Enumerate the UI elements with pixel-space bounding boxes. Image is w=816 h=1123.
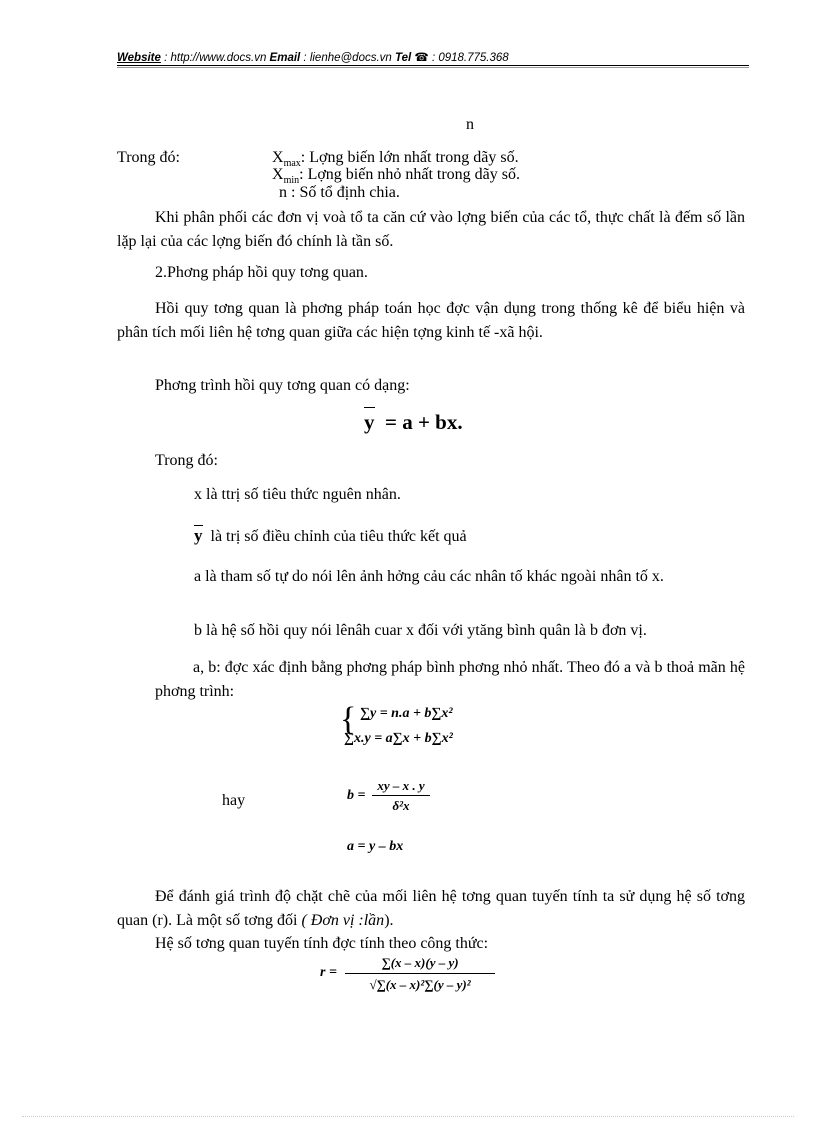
def-xmin: $X_{min}$: Lợng biến nhỏ nhất trong dãy số.	[272, 166, 520, 187]
def-y: y là trị số điều chỉnh của tiêu thức kết quả	[194, 526, 467, 545]
b-formula-lhs: b =	[347, 788, 366, 803]
b-numerator: xy – x . y	[372, 778, 430, 796]
website-url[interactable]: : http://www.docs.vn	[160, 52, 270, 64]
section-heading: 2.Phơng pháp hồi quy tơng quan.	[155, 264, 368, 281]
header-divider-secondary	[117, 67, 749, 68]
a-formula: a = y – bx	[347, 839, 404, 854]
r-numerator: ∑(x – x)(y – y)	[345, 955, 495, 974]
trong-do-label-2: Trong đó:	[155, 452, 218, 469]
paragraph-correlation: Để đánh giá trình độ chặt chẽ của mối liên hệ tơng quan tuyến tính ta sử dụng hệ số tơng quan (r). Là một số tơng đối ( Đơn vị :lần).	[117, 888, 745, 929]
phone-icon: ☎	[414, 52, 429, 64]
phone-number: : 0918.775.368	[428, 52, 509, 64]
paragraph-equation-form: Phơng trình hồi quy tơng quan có dạng:	[155, 377, 410, 394]
page-header	[117, 50, 509, 64]
header-divider	[117, 65, 749, 66]
hay-label: hay	[222, 792, 246, 809]
def-b: b là hệ số hồi quy nói lênâh cuar x đối với ytăng bình quân là b đơn vị.	[194, 622, 647, 639]
system-brace: {	[340, 701, 357, 738]
system-eq-1: ∑y = n.a + b∑x²	[360, 706, 453, 721]
regression-equation: y = a + bx.	[364, 410, 463, 435]
system-eq-2: ∑x.y = a∑x + b∑x²	[344, 731, 453, 746]
def-x: x là ttrị số tiêu thức nguên nhân.	[194, 486, 401, 503]
b-denominator: δ²x	[392, 798, 410, 813]
r-formula-fraction	[345, 955, 495, 993]
trong-do-label: Trong đó:	[117, 149, 180, 166]
r-denominator: √∑(x – x)²∑(y – y)²	[369, 977, 471, 992]
r-formula-lhs: r =	[320, 965, 337, 980]
tel-label: Tel	[395, 52, 412, 64]
page-bottom-border	[22, 1116, 794, 1117]
paragraph-formula-intro: Hệ số tơng quan tuyến tính đợc tính theo công thức:	[155, 935, 489, 952]
email-label: Email	[269, 52, 301, 64]
def-xmax: $X_{max}$: Lợng biến lớn nhất trong dãy số.	[272, 149, 519, 170]
def-a: a là tham số tự do nói lên ảnh hởng cảu các nhân tố khác ngoài nhân tố x.	[194, 568, 664, 585]
def-n: n : Số tổ định chia.	[279, 184, 400, 201]
website-label: Website	[117, 52, 161, 64]
formula-denominator-n: n	[466, 116, 474, 133]
email-address[interactable]: : lienhe@docs.vn	[300, 52, 396, 64]
b-formula-fraction	[372, 778, 430, 814]
paragraph-frequency: Khi phân phối các đơn vị voà tổ ta căn cứ vào lợng biến của các tổ, thực chất là đếm số lần lặp lại của các lợng biến đó chính là tần số.	[117, 209, 745, 250]
paragraph-regression-intro: Hồi quy tơng quan là phơng pháp toán học đợc vận dụng trong thống kê để biểu hiện và phân tích mối liên hệ tơng quan giữa các hiện tợng kinh tế -xã hội.	[117, 300, 745, 341]
def-ab: a, b: đợc xác định bằng phơng pháp bình phơng nhỏ nhất. Theo đó a và b thoả mãn hệ phơng trình:	[155, 659, 745, 700]
